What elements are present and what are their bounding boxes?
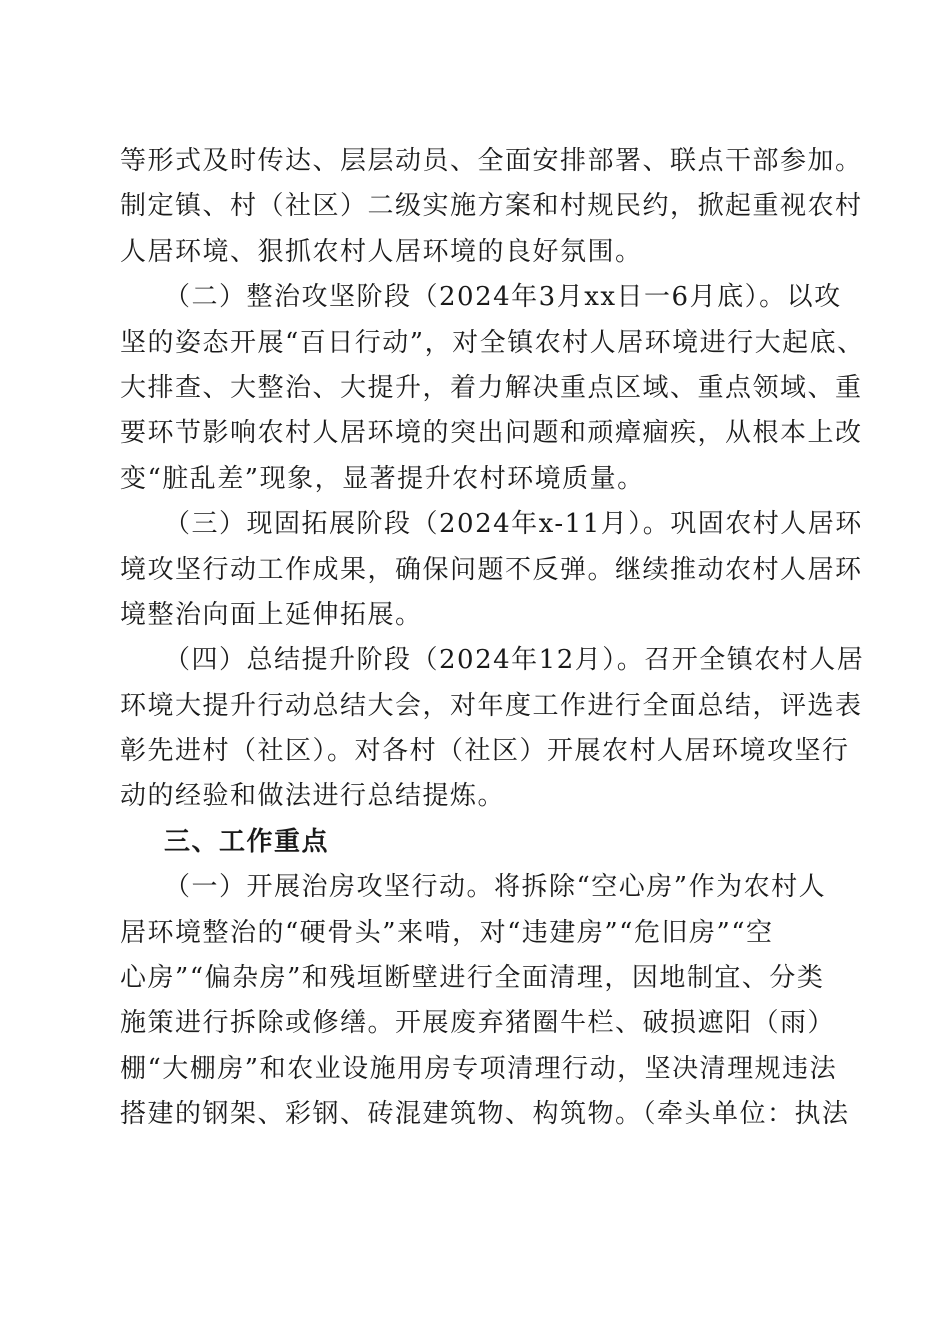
text-line: 坚的姿态开展“百日行动”，对全镇农村人居环境进行大起底、 [120,327,865,358]
text-line: 彰先进村（社区）。对各村（社区）开展农村人居环境攻坚行 [120,736,850,767]
text-line: 搭建的钢架、彩钢、砖混建筑物、构筑物。（牵头单位：执法 [120,1099,850,1130]
text-line: 境攻坚行动工作成果，确保问题不反弹。继续推动农村人居环 [120,554,863,585]
text-line: （四）总结提升阶段（2024年12月）。召开全镇农村人居 [164,645,865,676]
paragraph-mobilization-continued [120,139,863,275]
text-line: 动的经验和做法进行总结提炼。 [120,781,506,812]
paragraph-stage-four [120,638,865,820]
document-body [120,139,865,1138]
text-line: 变“脏乱差”现象，显著提升农村环境质量。 [120,463,645,494]
paragraph-housing-action [120,865,850,1137]
text-line: 大排查、大整治、大提升，着力解决重点区域、重点领域、重 [120,372,863,403]
text-line: 要环节影响农村人居环境的突出问题和顽瘴痼疾，从根本上改 [120,418,863,449]
text-line: （一）开展治房攻坚行动。将拆除“空心房”作为农村人 [164,872,827,903]
text-line: 等形式及时传达、层层动员、全面安排部署、联点干部参加。 [120,146,863,176]
text-line: 制定镇、村（社区）二级实施方案和村规民约，掀起重视农村 [120,191,863,222]
text-line: （三）现固拓展阶段（2024年x-11月）。巩固农村人居环 [164,509,863,540]
text-line: 居环境整治的“硬骨头”来啃，对“违建房”“危旧房”“空 [120,917,774,948]
text-line: 环境大提升行动总结大会，对年度工作进行全面总结，评选表 [120,690,863,721]
paragraph-stage-two [120,275,865,502]
section-heading-work-focus: 三、工作重点 [164,826,330,857]
text-line: （二）整治攻坚阶段（2024年3月xx日一6月底）。以攻 [164,282,842,313]
text-line: 心房”“偏杂房”和残垣断壁进行全面清理，因地制宜、分类 [120,963,825,994]
text-line: 棚“大棚房”和农业设施用房专项清理行动，坚决清理规违法 [120,1053,838,1084]
paragraph-stage-three [120,502,863,638]
text-line: 人居环境、狠抓农村人居环境的良好氛围。 [120,236,643,267]
text-line: 施策进行拆除或修缮。开展废弃猪圈牛栏、破损遮阳（雨） [120,1008,836,1039]
text-line: 境整治向面上延伸拓展。 [120,599,423,630]
